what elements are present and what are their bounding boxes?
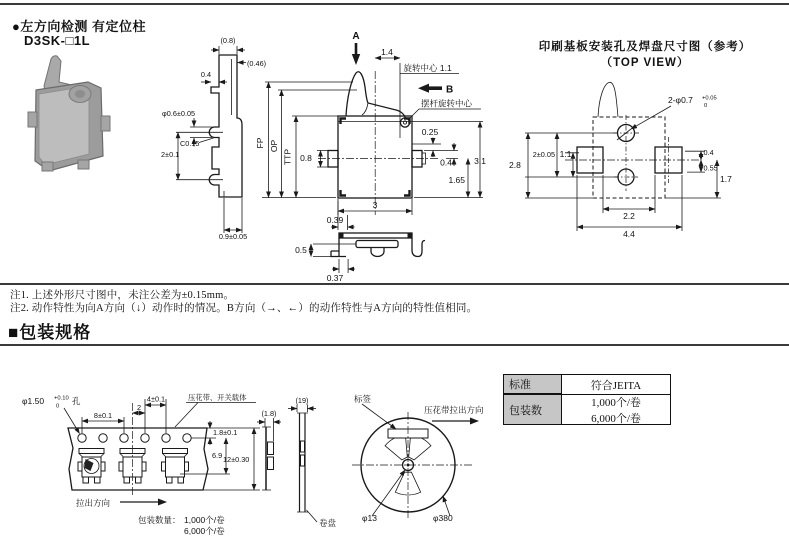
dim-label: 0.25 — [421, 127, 439, 137]
dim-label: 8±0.1 — [93, 411, 113, 420]
lever-center-label: 摆杆旋转中心 — [421, 98, 473, 109]
dim-label: φ380 — [433, 513, 453, 523]
dim-label: 6.9 — [212, 451, 223, 460]
outline-drawing — [150, 25, 500, 287]
pcb-title: 印刷基板安装孔及焊盘尺寸图（参考） — [538, 41, 752, 53]
left-foot — [42, 162, 53, 171]
tag-label: 标签 — [354, 394, 372, 404]
dim-label: 4±0.1 — [146, 394, 166, 404]
dim-label: φ0.6±0.05 — [162, 109, 196, 118]
dim-tolerance: 0 — [56, 403, 60, 410]
qty-value: 1,000个/卷 — [184, 515, 225, 525]
bottom-view — [295, 233, 425, 283]
dim-label: 0.9±0.05 — [218, 232, 248, 241]
table-cell-qty-value — [562, 395, 670, 424]
dim-label: 3 — [372, 200, 378, 210]
product-photo — [22, 52, 120, 184]
direction-a-label: A — [352, 31, 360, 42]
dim-label: 0.55 — [703, 163, 718, 173]
dim-label: C0.15 — [180, 139, 200, 148]
down-arrow-head — [352, 54, 360, 65]
tape-section-views — [257, 396, 337, 528]
dim-label: 0.39 — [326, 215, 344, 225]
note-1: 注1. 上述外形尺寸图中，未注公差为±0.15mm。 — [10, 290, 235, 301]
left-terminal — [28, 112, 37, 127]
dim-label: 孔 — [72, 396, 81, 406]
reel-view — [352, 394, 484, 523]
pcb-subtitle: （TOP VIEW） — [600, 57, 690, 69]
dim-label: 2-φ0.7 — [668, 95, 693, 105]
dim-label: 1.7 — [720, 174, 732, 184]
dim-label: 1.8±0.1 — [213, 428, 238, 437]
dim-label: 0.5 — [295, 245, 307, 255]
dim-label: 1.1 — [559, 149, 572, 159]
right-terminal — [101, 116, 110, 131]
qty-per-reel: 6,000个/卷 — [591, 412, 641, 425]
lever-outline — [346, 72, 406, 119]
top-rule — [0, 3, 789, 5]
qty-value: 6,000个/卷 — [184, 526, 225, 536]
dim-label: 0.4 — [440, 157, 452, 168]
right-foot — [78, 160, 89, 169]
dim-label: (1.8) — [261, 409, 277, 418]
product-model: D3SK-□1L — [24, 33, 91, 48]
carrier-label: 压花带、开关载体 — [188, 393, 247, 402]
side-view — [161, 36, 266, 241]
dim-label: 1.65 — [448, 175, 465, 185]
table-header-qty: 包装数 — [504, 395, 562, 424]
reel-section-label: 卷盘 — [319, 518, 337, 528]
direction-b-label: B — [446, 84, 454, 96]
note-2: 注2. 动作特性为向A方向（↓）动作时的情况。B方向（→、←）的动作特性与A方向的特性值相同。 — [10, 303, 478, 314]
dim-label: 0.8 — [300, 153, 312, 163]
dim-label: 12±0.30 — [223, 455, 250, 464]
product-heading: ●左方向检测 有定位柱 — [12, 19, 146, 34]
pull-direction-label: 拉出方向 — [76, 498, 111, 508]
dim-tolerance: +0.05 — [702, 95, 717, 102]
dim-tolerance: +0.10 — [54, 395, 69, 402]
switch-3d-render — [28, 56, 110, 171]
dim-label: 3.1 — [474, 156, 486, 166]
dim-label: 2±0.05 — [532, 150, 555, 159]
dim-label: (19) — [295, 396, 309, 405]
packaging-rule — [0, 344, 789, 346]
switch-in-pocket — [162, 449, 189, 484]
reel-pull-label: 压花带拉出方向 — [424, 405, 484, 415]
roller-center — [75, 90, 85, 98]
dim-label: 0.37 — [326, 273, 344, 283]
front-view — [255, 31, 486, 230]
dim-label-op: OP — [269, 139, 279, 153]
dim-label: 2.2 — [623, 211, 635, 221]
dim-label: 1.4 — [381, 47, 393, 57]
table-header-standard: 标准 — [504, 375, 562, 394]
qty-label: 包装数量： — [138, 515, 181, 525]
dim-label: 4.4 — [623, 229, 635, 239]
section-divider — [0, 283, 789, 285]
dim-label: 2.8 — [509, 160, 521, 170]
left-arrow-icon — [418, 84, 429, 93]
dim-label: (0.46) — [247, 59, 267, 68]
table-row — [504, 375, 670, 395]
dim-label: φ13 — [362, 513, 377, 523]
carrier-tape — [68, 403, 208, 495]
table-cell-standard-value: 符合JEITA — [590, 379, 642, 392]
qty-per-reel: 1,000个/卷 — [591, 396, 641, 409]
dim-tolerance: 0 — [704, 103, 708, 109]
dim-label: 0.4 — [200, 70, 212, 79]
packaging-drawing — [20, 385, 500, 547]
packaging-heading: ■包装规格 — [8, 323, 92, 342]
packaging-spec-table — [503, 374, 671, 425]
dim-label-fp: FP — [255, 137, 265, 149]
dim-label: 2±0.1 — [161, 150, 180, 159]
dim-label: φ1.50 — [22, 396, 45, 406]
dim-label: 2 — [136, 403, 142, 412]
switch-in-pocket — [78, 449, 105, 484]
dim-label-ttp: TTP — [282, 148, 293, 166]
dim-label: (0.8) — [220, 36, 236, 45]
rotation-center-label: 旋转中心 1.1 — [403, 63, 452, 73]
dim-label: 0.4 — [703, 148, 714, 157]
pcb-layout-drawing — [505, 75, 789, 241]
table-row — [504, 395, 670, 424]
